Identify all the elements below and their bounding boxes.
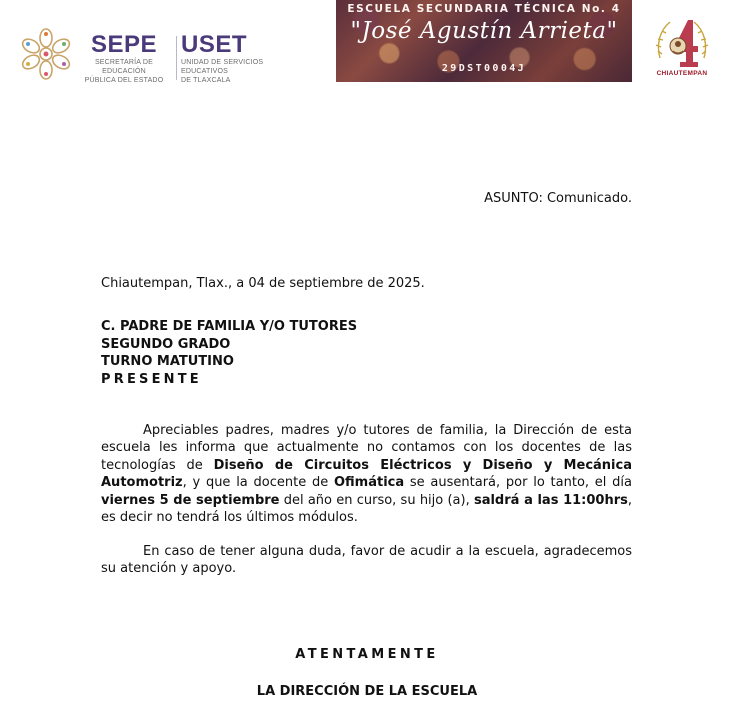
school-name: ESCUELA SECUNDARIA TÉCNICA No. 4 <box>347 3 621 15</box>
school-patron-name: "José Agustín Arrieta" <box>350 18 618 44</box>
sepe-title: SEPE <box>90 31 158 58</box>
recipient-line: C. PADRE DE FAMILIA Y/O TUTORES <box>101 319 358 334</box>
p2-text: En caso de tener alguna duda, favor de acudir a la escuela, agradecemos su atención y apoyo. <box>101 544 632 577</box>
subject-line: ASUNTO: Comunicado. <box>484 191 632 206</box>
p1-bold-date: viernes 5 de septiembre <box>101 492 280 508</box>
letterhead <box>0 0 734 90</box>
p1-bold-subjects: Diseño de Circuitos Eléctricos y Diseño y Mecánica Automotriz <box>101 457 632 491</box>
recipient-shift: TURNO MATUTINO <box>101 354 234 369</box>
sepe-logo <box>74 32 174 85</box>
body-paragraph-1 <box>101 422 632 526</box>
logo-divider <box>176 36 177 80</box>
uset-subtitle-2: DE TLAXCALA <box>181 77 231 84</box>
sepe-subtitle-1: SECRETARÍA DE EDUCACIÓN <box>94 59 154 75</box>
p1-text-1: Apreciables padres, madres y/o tutores de familia, la Dirección de esta escuela les informa que actualmente no contamos con los docentes de las tecnologías de <box>101 423 632 473</box>
chiautempan-label: CHIAUTEMPAN <box>656 70 708 77</box>
school-cct: 29DST0004J <box>441 63 527 74</box>
p1-text-5: , es decir no tendrá los últimos módulos. <box>101 492 633 526</box>
p1-text-4: del año en curso, su hijo (a), <box>279 492 474 508</box>
tlaxcala-flower-logo-icon <box>20 26 72 82</box>
sepe-subtitle-2: PÚBLICA DEL ESTADO <box>84 77 164 84</box>
body-paragraph-2 <box>101 543 632 578</box>
closing-signature: LA DIRECCIÓN DE LA ESCUELA <box>256 684 478 699</box>
date-line: Chiautempan, Tlax., a 04 de septiembre de 2025. <box>101 276 425 291</box>
closing-atentamente: ATENTAMENTE <box>295 647 439 662</box>
p1-text-2: , y que la docente de <box>182 475 334 491</box>
uset-logo <box>181 32 311 85</box>
recipient-grade: SEGUNDO GRADO <box>101 336 231 352</box>
recipients-block <box>101 318 357 388</box>
p1-bold-ofimatica: Ofimática <box>333 475 405 491</box>
recipient-presente: PRESENTE <box>101 371 202 387</box>
uset-subtitle-1: UNIDAD DE SERVICIOS EDUCATIVOS <box>181 59 264 75</box>
uset-title: USET <box>181 31 248 58</box>
p1-text-3: se ausentará, por lo tanto, el día <box>404 475 632 491</box>
school-banner <box>336 0 632 82</box>
p1-bold-time: saldrá a las 11:00hrs <box>473 492 628 508</box>
